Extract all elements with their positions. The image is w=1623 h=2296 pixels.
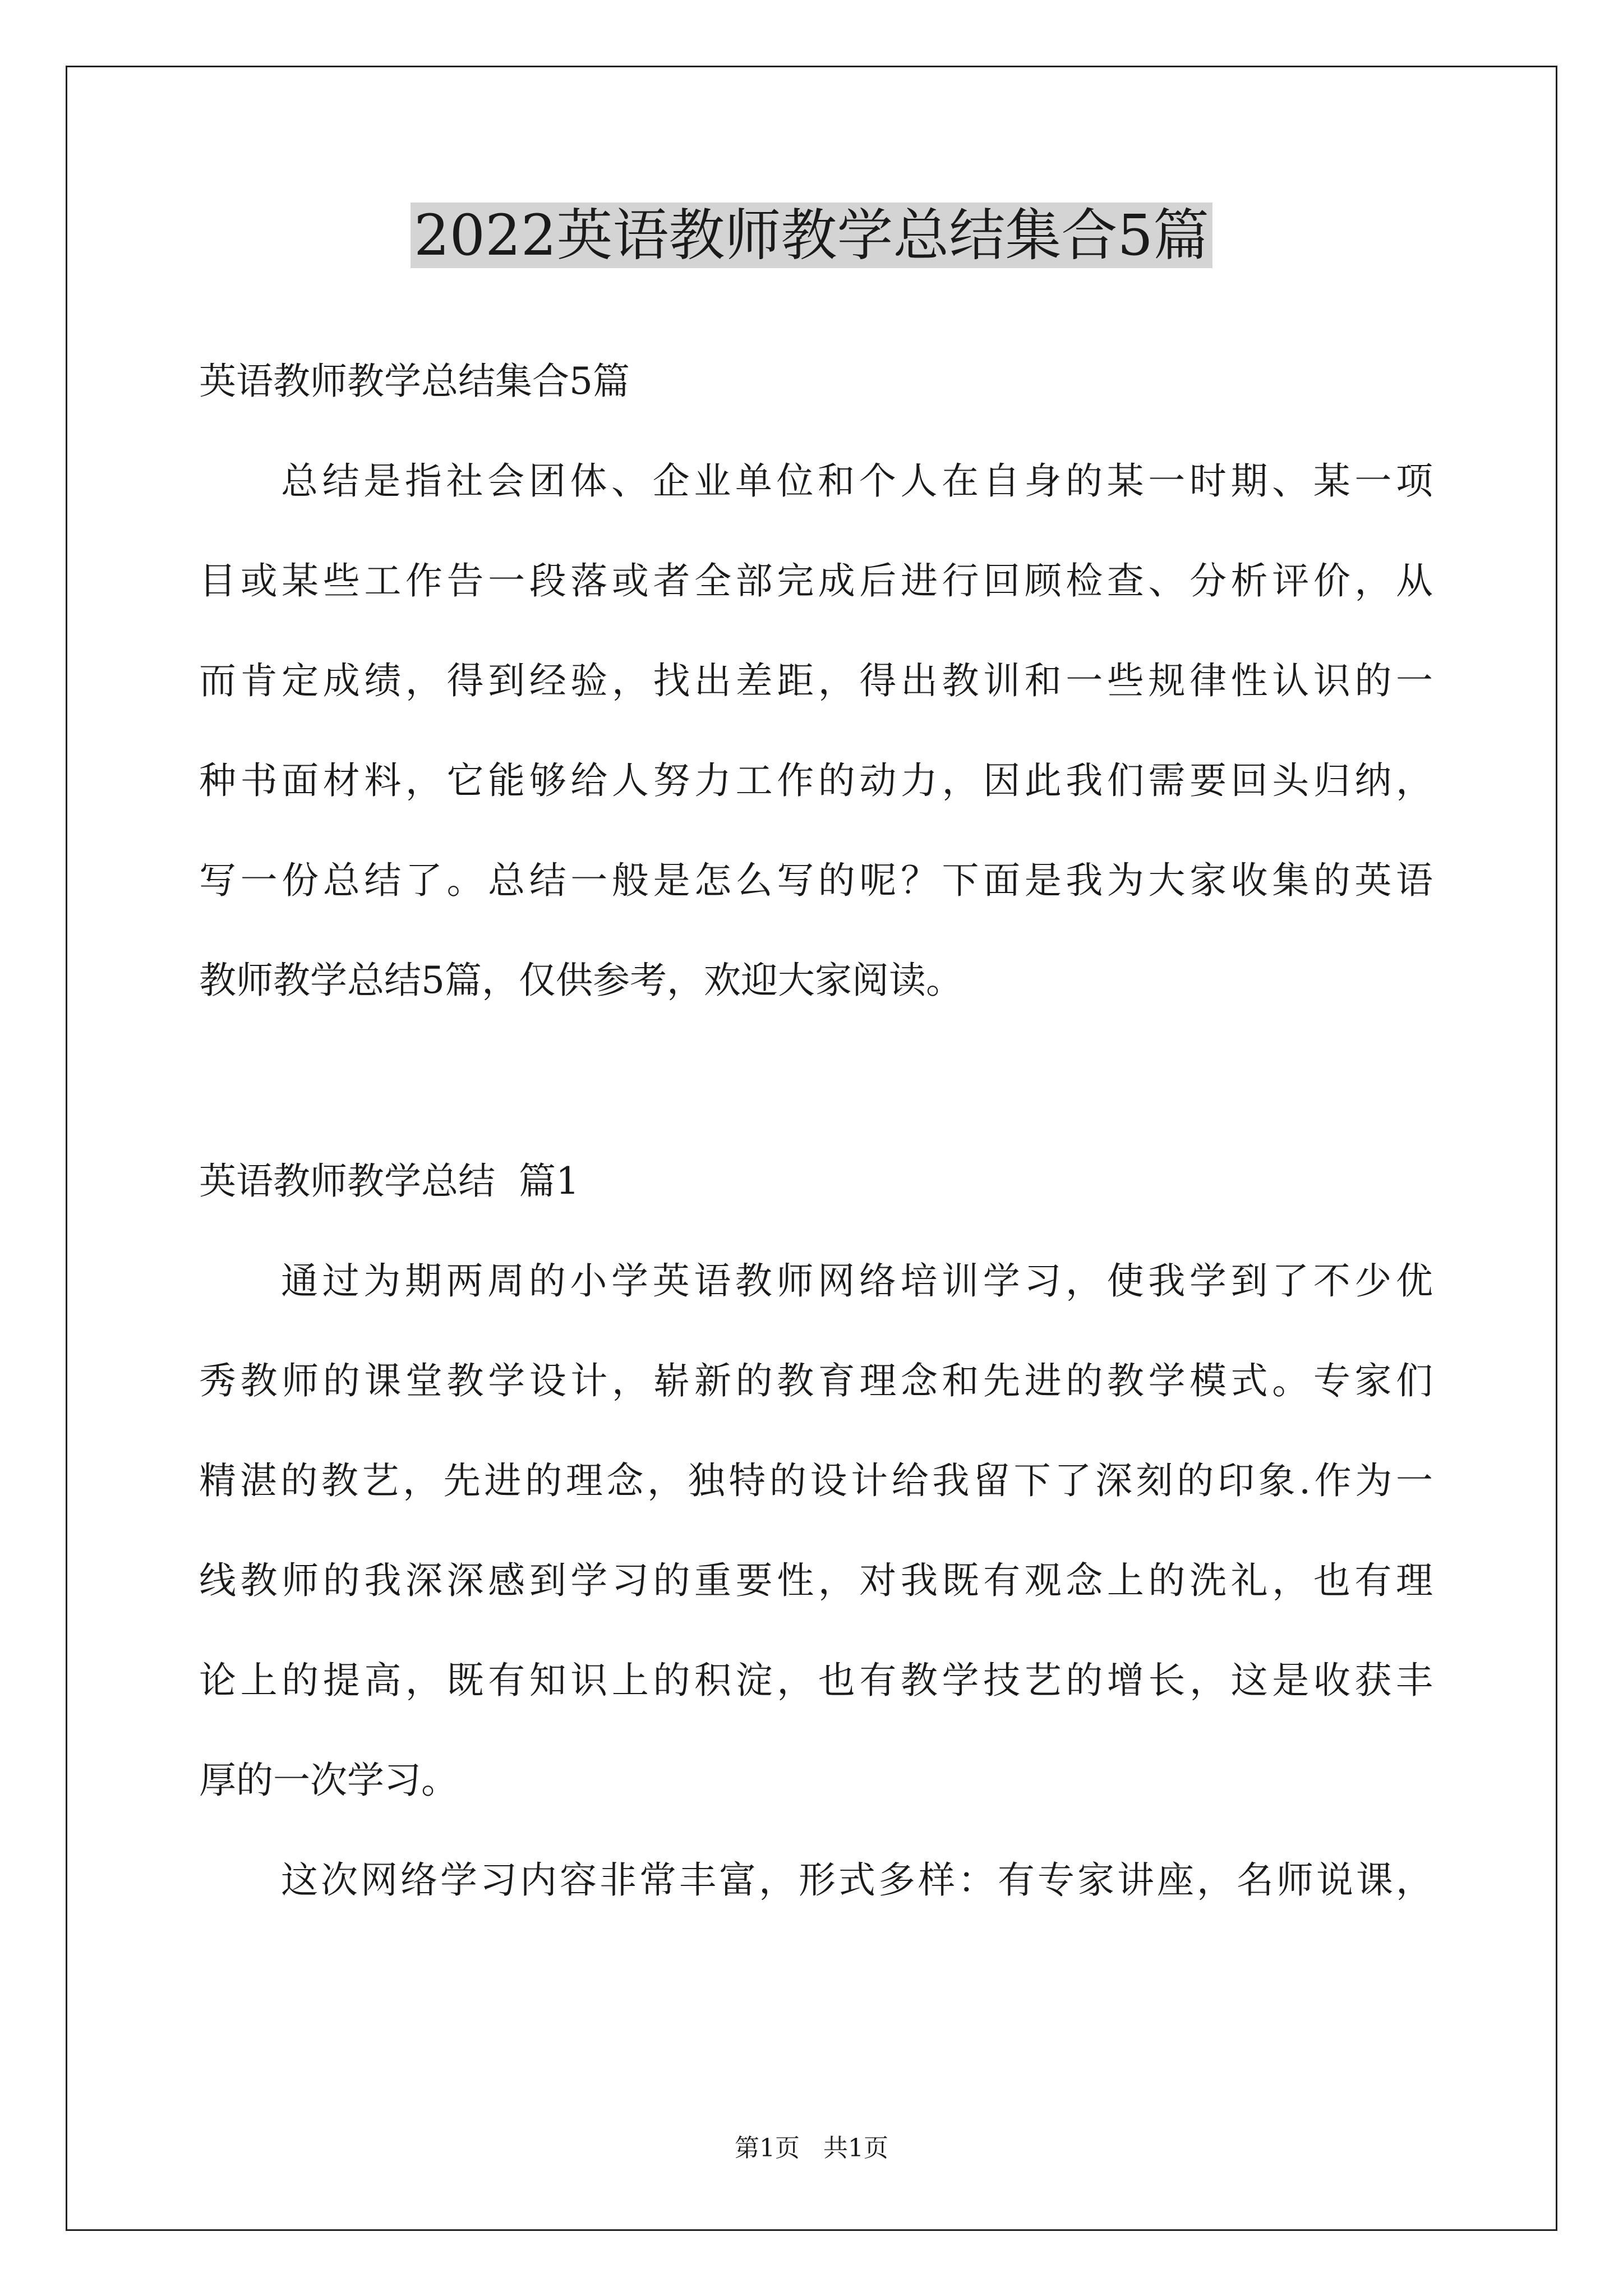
paragraph-line: 通过为期两周的小学英语教师网络培训学习，使我学到了不少优 [281,1259,1433,1303]
paragraph-line: 这次网络学习内容非常丰富，形式多样：有专家讲座，名师说课， [281,1858,1433,1902]
intro-line: 总结是指社会团体、企业单位和个人在自身的某一时期、某一项 [281,459,1433,503]
subtitle: 英语教师教学总结集合5篇 [199,360,630,403]
paragraph-line: 厚的一次学习。 [199,1759,458,1802]
intro-line: 而肯定成绩，得到经验，找出差距，得出教训和一些规律性认识的一 [199,659,1433,702]
paragraph-line: 线教师的我深深感到学习的重要性，对我既有观念上的洗礼，也有理 [199,1559,1433,1602]
page-footer: 第1页 共1页 [735,2134,888,2162]
document-body [199,348,1433,1947]
intro-paragraph [199,448,1433,1047]
paragraph-line: 论上的提高，既有知识上的积淀，也有教学技艺的增长，这是收获丰 [199,1659,1433,1702]
document-title-text: 2022英语教师教学总结集合5篇 [411,203,1212,268]
paragraph-line: 秀教师的课堂教学设计，崭新的教育理念和先进的教学模式。专家们 [199,1359,1433,1402]
intro-line: 目或某些工作告一段落或者全部完成后进行回顾检查、分析评价，从 [199,559,1433,602]
intro-line: 教师教学总结5篇，仅供参考，欢迎大家阅读。 [199,959,963,1002]
section-paragraph-2 [199,1847,1433,1947]
document-title [0,196,1623,275]
intro-line: 种书面材料，它能够给人努力工作的动力，因此我们需要回头归纳， [199,759,1433,802]
section-paragraph-1 [199,1248,1433,1847]
section-heading: 英语教师教学总结 篇1 [199,1159,579,1203]
paragraph-gap [199,1047,1433,1148]
paragraph-line: 精湛的教艺，先进的理念，独特的设计给我留下了深刻的印象.作为一 [199,1459,1433,1502]
intro-line: 写一份总结了。总结一般是怎么写的呢？下面是我为大家收集的英语 [199,859,1433,902]
